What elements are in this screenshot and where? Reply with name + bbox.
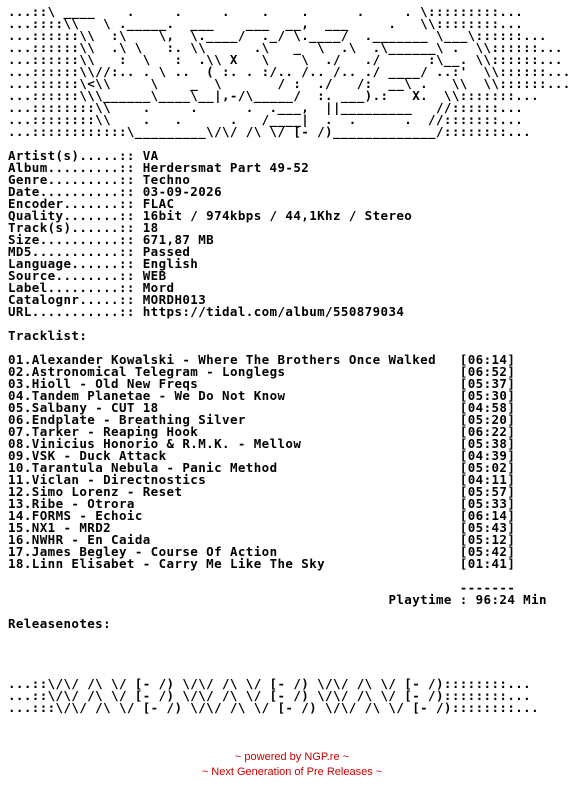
info-field-key: Encoder.......: — [8, 196, 127, 211]
info-field: Catalognr.....:: MORDH013 — [8, 292, 207, 307]
info-field-key: MD5...........: — [8, 244, 127, 259]
footer-art-line: ...::\/\/ /\ \/ [- /) \/\/ /\ \/ [- /) \/\/ /\ \/ [- /)::::::::... — [8, 688, 532, 703]
tracklist-heading: Tracklist: — [8, 328, 88, 343]
info-field-key: Artist(s).....: — [8, 148, 127, 163]
track-title: Simo Lorenz - Reset — [31, 484, 183, 499]
info-field-key: Source........: — [8, 268, 127, 283]
track-duration: 05:43 — [467, 520, 508, 535]
track-number: 10 — [8, 460, 24, 475]
track-title: FORMS - Echoic — [31, 508, 143, 523]
track-duration: 05:02 — [467, 460, 508, 475]
info-field: Artist(s).....:: VA — [8, 148, 159, 163]
track-title: Ribe - Otrora — [31, 496, 135, 511]
track-row: 02.Astronomical Telegram - Longlegs [06:52] — [8, 364, 516, 379]
track-number: 12 — [8, 484, 24, 499]
info-field-value: WEB — [142, 268, 167, 283]
track-title: Tandem Planetae - We Do Not Know — [31, 388, 286, 403]
info-field-value: 671,87 MB — [142, 232, 215, 247]
nfo-text — [8, 6, 571, 714]
track-title: James Begley - Course Of Action — [31, 544, 278, 559]
track-title: Tarker - Reaping Hook — [31, 424, 199, 439]
info-field-key: Track(s)......: — [8, 220, 127, 235]
track-row: 07.Tarker - Reaping Hook [06:22] — [8, 424, 516, 439]
info-field: MD5...........:: Passed — [8, 244, 191, 259]
release-info-fields — [8, 148, 412, 319]
track-title: Astronomical Telegram - Longlegs — [31, 364, 286, 379]
track-row: 16.NWHR - En Caida [05:12] — [8, 532, 516, 547]
info-field: Size..........:: 671,87 MB — [8, 232, 215, 247]
info-field-key: Genre.........: — [8, 172, 127, 187]
info-field: Genre.........:: Techno — [8, 172, 191, 187]
info-field: Language......:: English — [8, 256, 199, 271]
powered-by-line: ~ powered by NGP.re ~ — [234, 751, 350, 763]
track-row: 09.VSK - Duck Attack [04:39] — [8, 448, 516, 463]
track-duration: 05:12 — [467, 532, 508, 547]
track-row: 03.Hioll - Old New Freqs [05:37] — [8, 376, 516, 391]
info-field-value: https://tidal.com/album/550879034 — [142, 304, 405, 319]
track-title: NX1 - MRD2 — [31, 520, 112, 535]
info-field-key: URL...........: — [8, 304, 127, 319]
info-field-value: 18 — [142, 220, 159, 235]
info-field-value: VA — [142, 148, 159, 163]
playtime: Playtime : 96:24 Min — [388, 592, 547, 607]
track-number: 02 — [8, 364, 24, 379]
footer-ascii-art — [8, 676, 539, 715]
track-duration: 05:33 — [467, 496, 508, 511]
footer-art-line: ...:::\/\/ /\ \/ [- /) \/\/ /\ \/ [- /) \/\/ /\ \/ [- /)::::::::... — [8, 700, 540, 715]
track-duration: 04:11 — [467, 472, 508, 487]
track-duration: 04:39 — [467, 448, 508, 463]
info-field-key: Album.........: — [8, 160, 127, 175]
track-title: Vinicius Honorio & R.M.K. - Mellow — [31, 436, 302, 451]
track-row: 17.James Begley - Course Of Action [05:42] — [8, 544, 516, 559]
info-field: Track(s)......:: 18 — [8, 220, 159, 235]
track-duration: 05:37 — [467, 376, 508, 391]
track-number: 16 — [8, 532, 24, 547]
track-row: 11.Viclan - Directnostics [04:11] — [8, 472, 516, 487]
track-row: 08.Vinicius Honorio & R.M.K. - Mellow [05:38] — [8, 436, 516, 451]
track-duration: 05:38 — [467, 436, 508, 451]
info-field-value: Herdersmat Part 49-52 — [142, 160, 310, 175]
info-field: Source........:: WEB — [8, 268, 167, 283]
header-ascii-art: ...::\ ____ . . . . . . . \:::::::::... ...::::\\ \ ._____. ___ ___ __, ___ . \\::::::::... ...::::::\\ :\ \, \.____/ ._/ \.____/ ._______ \___\::::::... ...::::::\\ .\ \ :. \\ .\ _ \ .\ .\______\ . \\::::::... ...::::::\\ : \ : .\\ X \ \ ./ ./ :\__. \\::::::... ...::::::\\//:.. . \ .. ( :. . :/.. /.. /.. ./ ____/ ..:' \\::::::... ...::::::\<\\ \ _ \ / : ./ /: __\ . \\ \\::::::... ...::::::\\\______\____\__|,-/\_____/ :. ___).: X. \\:::::::... ...::::::::\\ . . . .___, ||_________ //::::::... ...::::::::\\ . . . /____| . . . //:::::::... ...::::::::::::\_________\/\/ /\ \/ [- /)_____________/::::::::... — [8, 4, 571, 139]
info-field-value: Techno — [142, 172, 191, 187]
track-duration: 06:52 — [467, 364, 508, 379]
track-number: 14 — [8, 508, 24, 523]
track-number: 18 — [8, 556, 24, 571]
track-number: 03 — [8, 376, 24, 391]
track-number: 08 — [8, 436, 24, 451]
info-field-key: Date..........: — [8, 184, 127, 199]
track-duration: 06:14 — [467, 352, 508, 367]
track-title: Linn Elisabet - Carry Me Like The Sky — [31, 556, 326, 571]
info-field-key: Size..........: — [8, 232, 127, 247]
info-field-key: Quality.......: — [8, 208, 127, 223]
track-row: 14.FORMS - Echoic [06:14] — [8, 508, 516, 523]
track-number: 05 — [8, 400, 24, 415]
info-field-value: Passed — [142, 244, 191, 259]
track-number: 11 — [8, 472, 24, 487]
track-duration: 04:58 — [467, 400, 508, 415]
info-field: Quality.......:: 16bit / 974kbps / 44,1Khz / Stereo — [8, 208, 413, 223]
track-number: 17 — [8, 544, 24, 559]
info-field-key: Catalognr.....: — [8, 292, 127, 307]
track-title: VSK - Duck Attack — [31, 448, 167, 463]
track-title: Alexander Kowalski - Where The Brothers Once Walked — [31, 352, 437, 367]
info-field-value: 03-09-2026 — [142, 184, 223, 199]
footer-art-line: ...::\/\/ /\ \/ [- /) \/\/ /\ \/ [- /) \/\/ /\ \/ [- /)::::::::... — [8, 676, 532, 691]
info-field-value: FLAC — [142, 196, 175, 211]
track-duration: 06:22 — [467, 424, 508, 439]
info-field-value: English — [142, 256, 199, 271]
tracklist — [8, 352, 515, 571]
track-number: 01 — [8, 352, 24, 367]
total-separator: ------- — [459, 580, 516, 595]
releasenotes-heading: Releasenotes: — [8, 616, 112, 631]
track-row: 13.Ribe - Otrora [05:33] — [8, 496, 516, 511]
track-duration: 05:42 — [467, 544, 508, 559]
track-row: 12.Simo Lorenz - Reset [05:57] — [8, 484, 516, 499]
track-title: NWHR - En Caida — [31, 532, 151, 547]
info-field: Album.........:: Herdersmat Part 49-52 — [8, 160, 310, 175]
track-title: Endplate - Breathing Silver — [31, 412, 246, 427]
track-row: 15.NX1 - MRD2 [05:43] — [8, 520, 516, 535]
track-duration: 05:57 — [467, 484, 508, 499]
info-field-value: MORDH013 — [142, 292, 207, 307]
track-number: 13 — [8, 496, 24, 511]
track-number: 09 — [8, 448, 24, 463]
track-row: 04.Tandem Planetae - We Do Not Know [05:30] — [8, 388, 516, 403]
track-row: 05.Salbany - CUT 18 [04:58] — [8, 400, 516, 415]
info-field-value: 16bit / 974kbps / 44,1Khz / Stereo — [142, 208, 413, 223]
track-title: Salbany - CUT 18 — [31, 400, 159, 415]
info-field-key: Label.........: — [8, 280, 127, 295]
track-title: Tarantula Nebula - Panic Method — [31, 460, 278, 475]
info-field-key: Language......: — [8, 256, 127, 271]
next-generation-line: ~ Next Generation of Pre Releases ~ — [201, 766, 383, 778]
track-number: 06 — [8, 412, 24, 427]
footer-credits — [0, 750, 584, 780]
track-row: 18.Linn Elisabet - Carry Me Like The Sky [01:41] — [8, 556, 516, 571]
track-title: Hioll - Old New Freqs — [31, 376, 199, 391]
track-duration: 05:30 — [467, 388, 508, 403]
track-title: Viclan - Directnostics — [31, 472, 207, 487]
track-row: 01.Alexander Kowalski - Where The Brothers Once Walked [06:14] — [8, 352, 516, 367]
track-duration: 05:20 — [467, 412, 508, 427]
track-number: 15 — [8, 520, 24, 535]
info-field: Label.........:: Mord — [8, 280, 175, 295]
track-number: 07 — [8, 424, 24, 439]
info-field: URL...........:: https://tidal.com/album/550879034 — [8, 304, 405, 319]
info-field: Encoder.......:: FLAC — [8, 196, 175, 211]
track-row: 10.Tarantula Nebula - Panic Method [05:02] — [8, 460, 516, 475]
track-duration: 01:41 — [467, 556, 508, 571]
track-duration: 06:14 — [467, 508, 508, 523]
track-row: 06.Endplate - Breathing Silver [05:20] — [8, 412, 516, 427]
track-number: 04 — [8, 388, 24, 403]
info-field: Date..........:: 03-09-2026 — [8, 184, 223, 199]
info-field-value: Mord — [142, 280, 175, 295]
